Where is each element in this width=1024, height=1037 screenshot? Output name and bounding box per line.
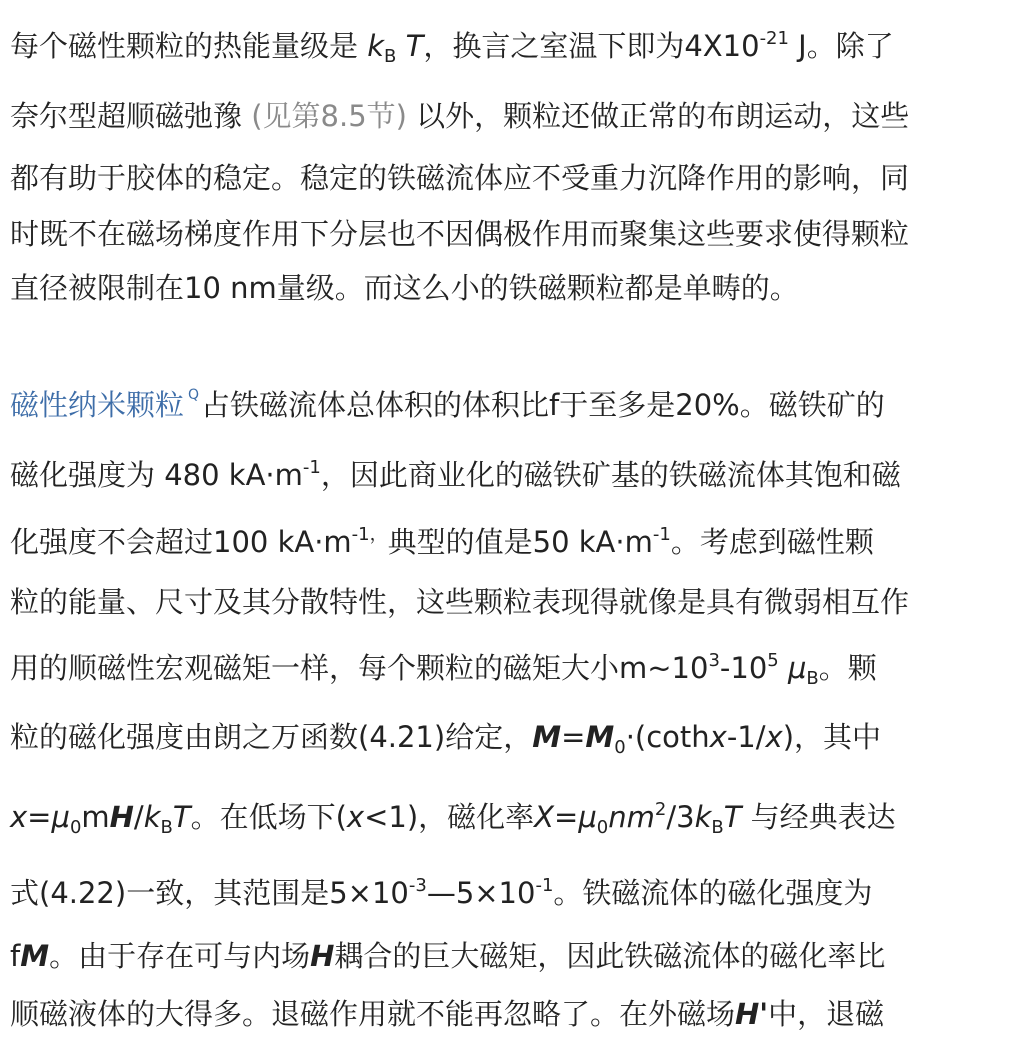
- superscript: -1，: [351, 524, 388, 545]
- text-run: 每个磁性颗粒的热能量级是: [10, 29, 368, 63]
- text-run: J。除了: [788, 29, 894, 63]
- text-run: 顺磁液体的大得多。退磁作用就不能再忽略了。在外磁场: [10, 997, 736, 1031]
- text-line: [10, 214, 909, 254]
- text-run: 奈尔型超顺磁弛豫: [10, 99, 252, 133]
- text-run: 。由于存在可与内场: [49, 939, 311, 973]
- text-run: 粒的磁化强度由朗之万函数(4.21)给定，: [10, 720, 533, 754]
- text-line: [10, 158, 909, 198]
- keyword-link[interactable]: 磁性纳米颗粒: [10, 388, 185, 422]
- subscript: B: [160, 817, 173, 838]
- text-run: 与经典表达: [741, 800, 896, 834]
- bold-italic-math: H': [735, 997, 769, 1031]
- text-run: 化强度不会超过100 kA·m: [10, 525, 352, 559]
- text-run: —5×10: [426, 876, 536, 910]
- text-run: =: [554, 800, 579, 834]
- text-line: [10, 994, 884, 1034]
- subscript: B: [384, 46, 397, 67]
- italic-math: T: [172, 800, 191, 834]
- italic-math: μ: [778, 651, 807, 685]
- text-run: -10: [719, 651, 768, 685]
- text-run: )，其中: [782, 720, 882, 754]
- bold-italic-math: H: [109, 800, 134, 834]
- text-run: 粒的能量、尺寸及其分散特性，这些颗粒表现得就像是具有微弱相互作: [10, 585, 910, 619]
- text-run: ，因此商业化的磁铁矿基的铁磁流体其饱和磁: [320, 458, 901, 492]
- italic-math: k: [367, 29, 385, 63]
- text-line: [10, 26, 894, 66]
- text-run: 用的顺磁性宏观磁矩一样，每个颗粒的磁矩大小m~10: [10, 651, 709, 685]
- text-run: ，换言之室温下即为4X10: [423, 29, 760, 63]
- text-run: m: [81, 800, 110, 834]
- superscript: -21: [759, 28, 789, 49]
- text-line: [10, 582, 909, 622]
- italic-math: nm: [608, 800, 655, 834]
- text-line: [10, 96, 909, 136]
- italic-math: k: [694, 800, 712, 834]
- text-run: 式(4.22)一致，其范围是5×10: [10, 876, 409, 910]
- subscript: B: [806, 668, 819, 689]
- text-run: 磁化强度为 480 kA·m: [10, 458, 303, 492]
- text-run: /: [133, 800, 144, 834]
- superscript: -1: [535, 875, 554, 896]
- text-line: [10, 648, 877, 688]
- text-line: [10, 873, 872, 913]
- text-run: f: [10, 939, 21, 973]
- superscript: -1: [302, 457, 321, 478]
- superscript: -1: [652, 524, 671, 545]
- superscript: 3: [708, 650, 720, 671]
- text-run: 时既不在磁场梯度作用下分层也不因偶极作用而聚集这些要求使得颗粒: [10, 217, 910, 251]
- subscript: B: [711, 817, 724, 838]
- text-run: 典型的值是50 kA·m: [387, 525, 653, 559]
- subscript: 0: [69, 817, 82, 838]
- text-run: -1/: [726, 720, 766, 754]
- italic-math: x: [765, 720, 783, 754]
- text-line: [10, 797, 896, 837]
- text-run: 都有助于胶体的稳定。稳定的铁磁流体应不受重力沉降作用的影响，同: [10, 161, 910, 195]
- text-run: 中，退磁: [768, 997, 885, 1031]
- text-run: 以外，颗粒还做正常的布朗运动，这些: [406, 99, 910, 133]
- italic-math: T: [396, 29, 424, 63]
- section-reference: (见第8.5节): [251, 99, 407, 133]
- italic-math: x: [709, 720, 727, 754]
- text-run: 直径被限制在10 nm量级。而这么小的铁磁颗粒都是单畴的。: [10, 271, 799, 305]
- subscript: 0: [614, 737, 626, 758]
- text-line: [10, 717, 881, 757]
- superscript: -3: [408, 875, 427, 896]
- text-run: 。铁磁流体的磁化强度为: [553, 876, 873, 910]
- text-run: <1)，磁化率: [364, 800, 535, 834]
- italic-math: μ: [51, 800, 70, 834]
- text-run: ·(coth: [625, 720, 710, 754]
- text-run: =: [561, 720, 586, 754]
- text-line: 磁性纳米颗粒 Q占铁磁流体总体积的体积比f于至多是20%。磁铁矿的: [10, 387, 885, 422]
- italic-math: X: [534, 800, 555, 834]
- text-run: 。考虑到磁性颗: [670, 525, 874, 559]
- superscript: 5: [767, 650, 779, 671]
- italic-math: μ: [578, 800, 597, 834]
- text-line: [10, 268, 799, 308]
- text-line: [10, 936, 885, 976]
- text-run: 。颗: [818, 651, 877, 685]
- bold-italic-math: M: [585, 720, 615, 754]
- bold-italic-math: M: [20, 939, 50, 973]
- subscript: 0: [596, 817, 609, 838]
- italic-math: x: [10, 800, 28, 834]
- bold-italic-math: H: [310, 939, 335, 973]
- bold-italic-math: M: [532, 720, 562, 754]
- text-line: [10, 522, 874, 562]
- italic-math: x: [346, 800, 365, 834]
- text-line: [10, 455, 901, 495]
- text-run: 。在低场下(: [190, 800, 347, 834]
- text-run: 占铁磁流体总体积的体积比f于至多是20%。磁铁矿的: [201, 388, 885, 422]
- superscript: 2: [654, 799, 667, 820]
- italic-math: k: [143, 800, 161, 834]
- text-run: /3: [666, 800, 695, 834]
- text-run: 耦合的巨大磁矩，因此铁磁流体的磁化率比: [334, 939, 886, 973]
- italic-math: T: [723, 800, 742, 834]
- text-run: =: [27, 800, 52, 834]
